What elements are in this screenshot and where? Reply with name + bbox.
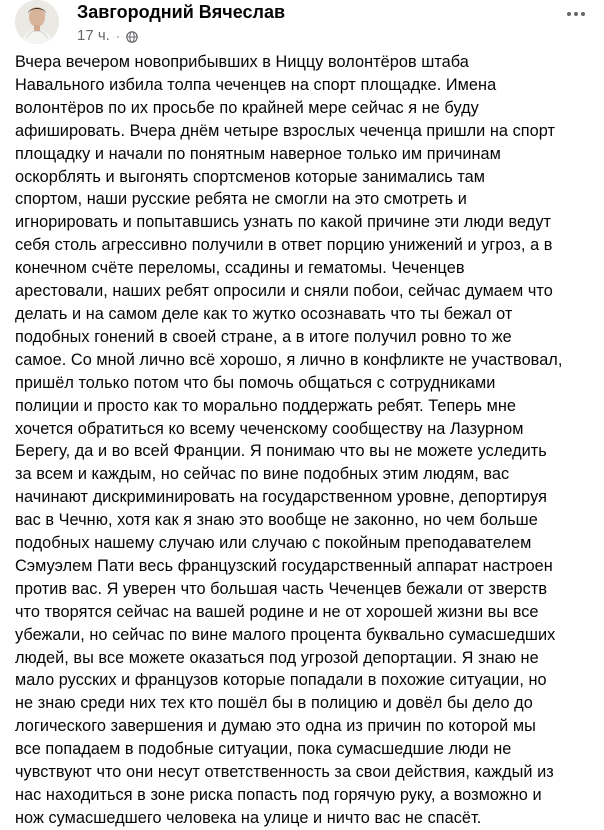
globe-icon[interactable] — [126, 30, 138, 42]
meta-separator: · — [115, 28, 120, 43]
post-timestamp[interactable]: 17 ч. — [77, 27, 110, 44]
profile-avatar-icon — [15, 0, 59, 44]
post-text: Вчера вечером новоприбывших в Ниццу волонтёров штаба Навального избила толпа чеченцев на спорт площадке. Имена волонтёров по их просьбе по крайней мере сейчас я не буду афишировать. Вчера днём четыре взрослых чеченца пришли на спорт площадку и начали по понятным наверное только им причинам оскорблять и выгонять спортсменов которые занимались там спортом, наши русские ребята не смогли на это смотреть и игнорировать и попытавшись узнать по какой причине эти люди ведут себя столь агрессивно получили в ответ порцию унижений и угроз, а в конечном счёте переломы, ссадины и гематомы. Чеченцев арестовали, наших ребят опросили и сняли побои, сейчас думаем что делать и на самом деле как то жутко осознавать что ты бежал от подобных гонений в своей стране, а в итоге получил ровно то же самое. Со мной лично всё хорошо, я лично в конфликте не участвовал, пришёл только потом что бы помочь общаться с сотрудниками полиции и просто как то морально поддержать ребят. Теперь мне хочется обратиться ко всему чеченскому сообществу на Лазурном Берегу, да и во всей Франции. Я понимаю что вы не можете уследить за всем и каждым, но сейчас по вине подобных этим людям, вас начинают дискриминировать на государственном уровне, депортируя вас в Чечню, хотя как я знаю это вообще не законно, но чем больше подобных нашему случаю или случаю с покойным преподавателем Сэмуэлем Пати весь французский государственный аппарат настроен против вас. Я уверен что большая часть Чеченцев бежали от зверств что творятся сейчас на вашей родине и не от хорошей жизни вы все убежали, но сейчас по вине малого процента буквально сумасшедших людей, вы все можете оказаться под угрозой депортации. Я знаю не мало русских и французов которые попадали в похожие ситуации, но не знаю среди них тех кто пошёл бы в полицию и довёл бы дело до логического завершения и думаю это одна из причин по которой мы все попадаем в подобные ситуации, пока сумасшедшие люди не чувствуют что они несут ответственность за свои действия, каждый из нас находиться в зоне риска попасть под горячую руку, а возможно и нож сумасшедшего человека на улице и ничто вас не спасёт. — [15, 53, 563, 827]
author-name[interactable]: Завгородний Вячеслав — [77, 2, 286, 22]
post-header — [15, 0, 590, 48]
more-options-icon[interactable] — [562, 4, 590, 24]
post-meta — [77, 27, 138, 44]
author-avatar[interactable] — [15, 0, 59, 44]
